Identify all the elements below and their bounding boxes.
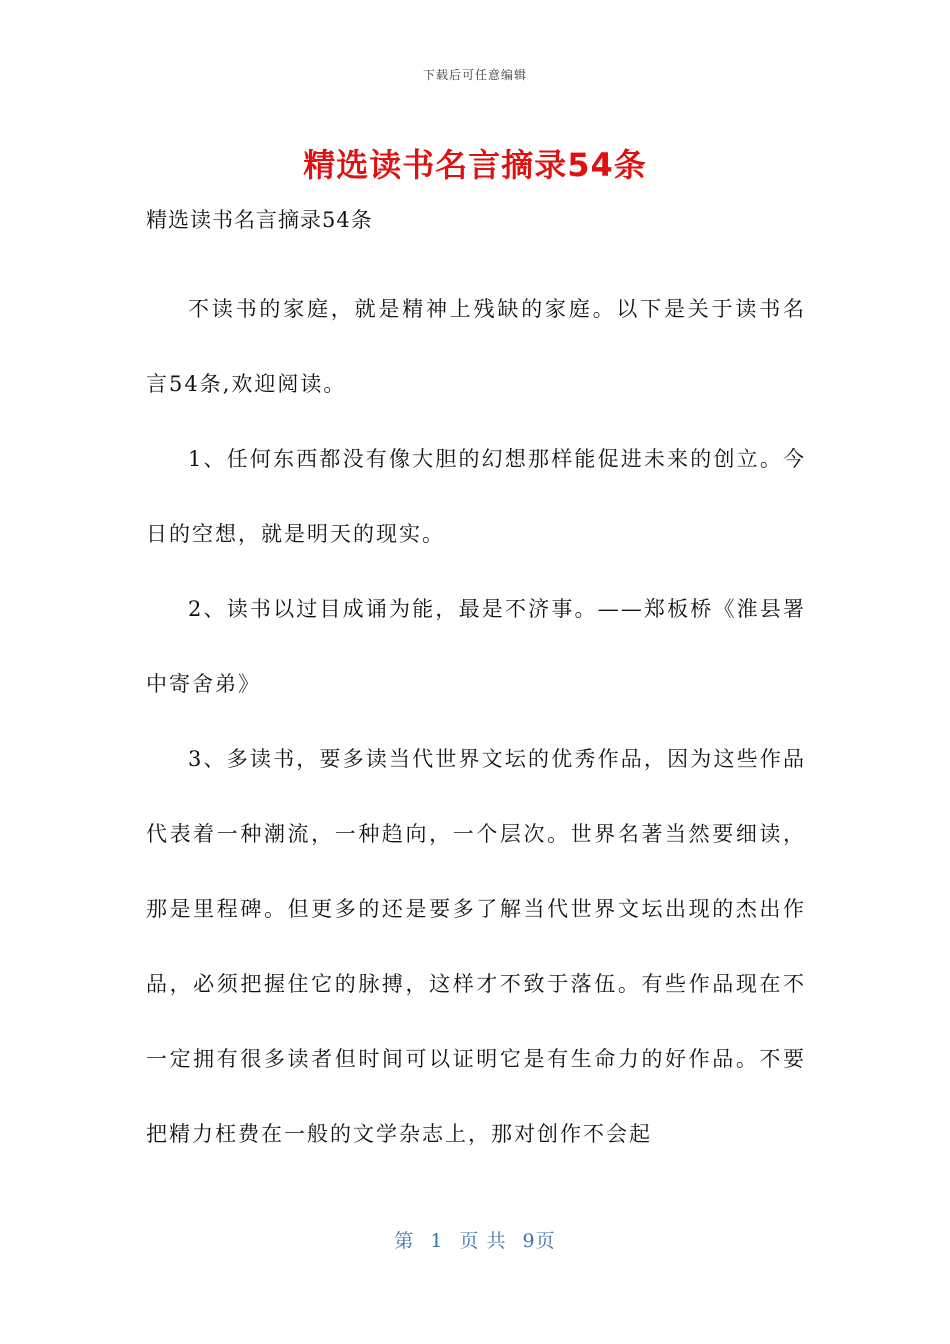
quote-paragraph-2: 2、读书以过目成诵为能，最是不济事。——郑板桥《淮县署中寄舍弟》 (146, 597, 806, 696)
intro-paragraph: 不读书的家庭，就是精神上残缺的家庭。以下是关于读书名言54条,欢迎阅读。 (146, 297, 806, 396)
page-footer (0, 1226, 950, 1253)
page-footer-middle: 页 共 (459, 1230, 507, 1252)
page-total: 9页 (522, 1230, 556, 1252)
page-header-note: 下载后可任意编辑 (422, 68, 527, 82)
quote-paragraph-1: 1、任何东西都没有像大胆的幻想那样能促进未来的创立。今日的空想，就是明天的现实。 (146, 447, 806, 546)
document-title: 精选读书名言摘录54条 (303, 146, 647, 184)
page-number: 1 (430, 1230, 444, 1252)
document-subtitle: 精选读书名言摘录54条 (146, 208, 373, 232)
quote-paragraph-3: 3、多读书，要多读当代世界文坛的优秀作品，因为这些作品代表着一种潮流，一种趋向，一个层次。世界名著当然要细读，那是里程碑。但更多的还是要多了解当代世界文坛出现的杰出作品，必须把握住它的脉搏，这样才不致于落伍。有些作品现在不一定拥有很多读者但时间可以证明它是有生命力的好作品。不要把精力枉费在一般的文学杂志上，那对创作不会起 (146, 747, 806, 1146)
document-body (146, 272, 806, 1172)
page-footer-prefix: 第 (394, 1230, 415, 1252)
